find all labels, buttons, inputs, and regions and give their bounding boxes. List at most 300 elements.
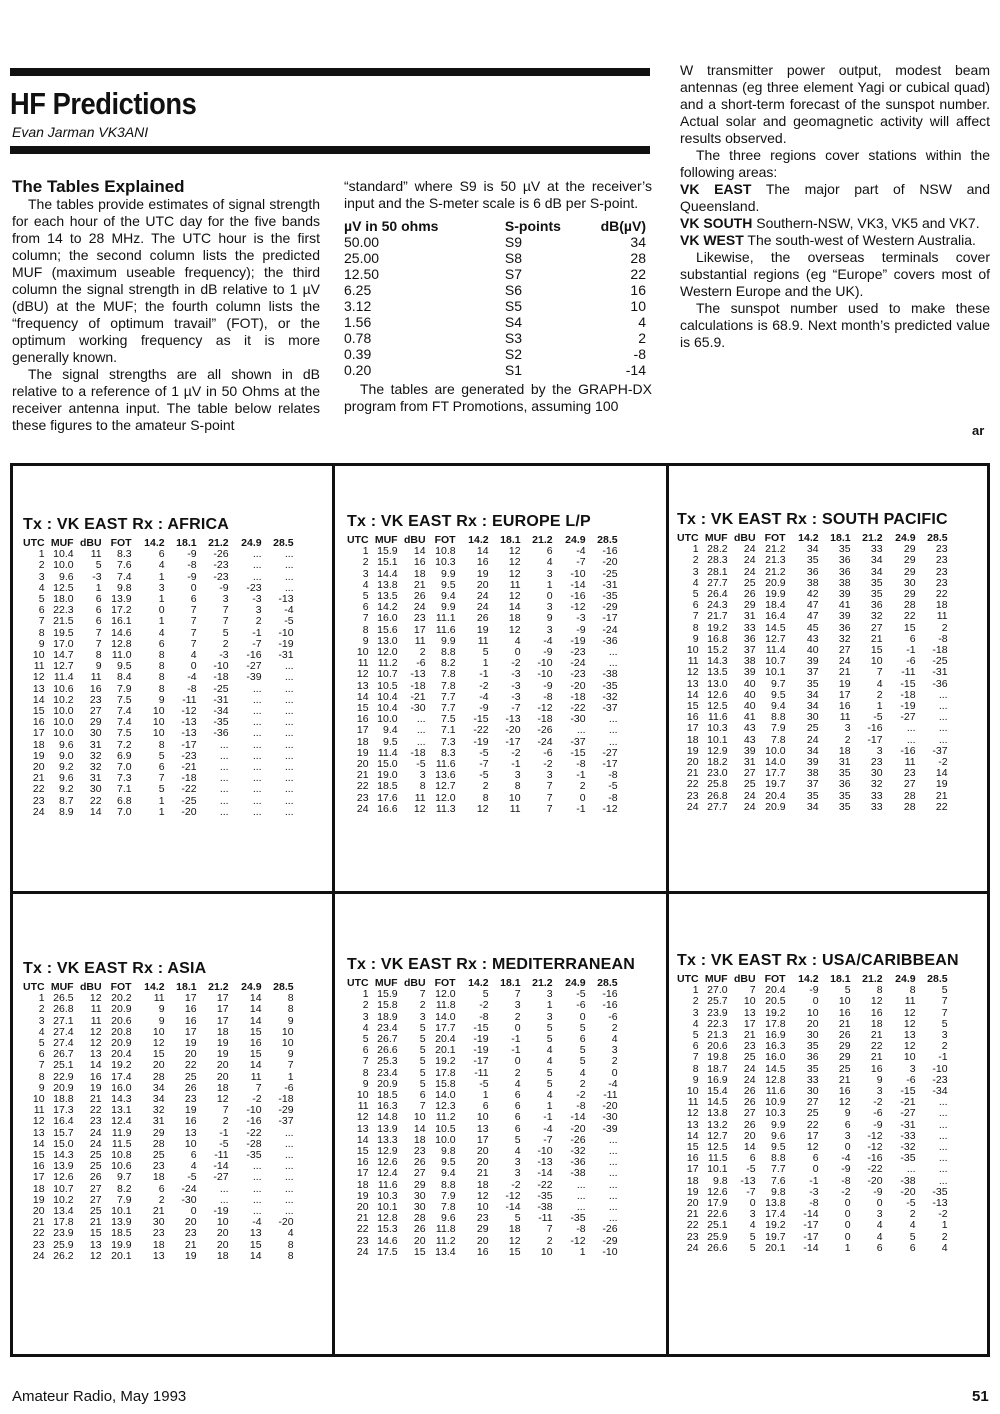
prediction-panel-mediterranean: [347, 956, 635, 1258]
table-cell: -8: [576, 758, 586, 771]
table-cell: 11: [904, 995, 916, 1008]
table-cell: -35: [570, 1212, 586, 1225]
table-cell: ...: [284, 1182, 294, 1195]
table-cell: 2: [419, 646, 426, 659]
table-cell: 1: [844, 1241, 851, 1254]
table-cell: 6: [812, 1152, 819, 1165]
table-row: [677, 802, 948, 813]
table-cell: 13: [686, 677, 699, 690]
s-point-cell: 2: [638, 330, 646, 346]
table-cell: 16.0: [377, 612, 398, 625]
table-cell: 1: [158, 615, 165, 628]
s-point-cell: 0.78: [344, 330, 372, 346]
table-row: [347, 1168, 618, 1179]
table-cell: 47: [806, 610, 819, 623]
table-cell: ...: [938, 1174, 948, 1187]
table-cell: 6: [38, 1048, 45, 1061]
table-cell: 27: [806, 1096, 819, 1109]
column-header: 21.2: [862, 973, 883, 985]
table-cell: 7: [419, 1100, 426, 1113]
table-cell: ...: [252, 693, 262, 706]
table-cell: -23: [213, 559, 229, 572]
table-cell: 23: [89, 1115, 102, 1128]
table-cell: -18: [570, 690, 586, 703]
table-cell: -29: [602, 601, 618, 614]
table-cell: 7.1: [116, 783, 132, 796]
table-cell: 17: [356, 724, 369, 737]
table-cell: 26: [743, 588, 756, 601]
table-cell: 6: [876, 1241, 883, 1254]
table-cell: 21: [838, 666, 851, 679]
table-cell: 29: [903, 565, 916, 578]
table-cell: 23: [413, 612, 426, 625]
table-cell: -1: [479, 668, 489, 681]
table-cell: 18: [686, 733, 699, 746]
table-cell: 34: [152, 1093, 165, 1106]
table-cell: 10.0: [53, 716, 74, 729]
table-cell: 34: [806, 800, 819, 813]
s-point-cell: S4: [504, 314, 523, 330]
table-cell: -24: [570, 657, 586, 670]
table-row: [677, 1243, 948, 1254]
table-cell: 8: [362, 1066, 369, 1079]
table-cell: 19: [356, 1189, 369, 1202]
table-cell: 12.7: [435, 780, 456, 793]
table-cell: 2: [941, 1230, 948, 1243]
table-cell: 22: [686, 1219, 699, 1232]
table-cell: 8.3: [440, 746, 456, 759]
table-cell: 5: [749, 1230, 756, 1243]
table-cell: 21.2: [765, 565, 786, 578]
table-cell: 15.4: [707, 1085, 728, 1098]
table-cell: -20: [867, 1174, 883, 1187]
table-cell: 16: [89, 1070, 102, 1083]
table-cell: 21: [356, 1212, 369, 1225]
table-cell: 3: [546, 1010, 553, 1023]
table-cell: 25: [152, 1149, 165, 1162]
table-cell: 20: [356, 1201, 369, 1214]
table-cell: 5: [419, 1044, 426, 1057]
table-cell: 19.7: [765, 778, 786, 791]
table-cell: -24: [537, 735, 553, 748]
table-cell: 24: [838, 655, 851, 668]
table-cell: 11: [90, 1014, 102, 1027]
table-cell: -29: [602, 1234, 618, 1247]
region-name: VK WEST: [680, 232, 744, 248]
table-cell: 7: [546, 791, 553, 804]
table-cell: 2: [222, 1115, 229, 1128]
table-cell: 21.7: [707, 610, 728, 623]
table-cell: -16: [867, 722, 883, 735]
table-cell: 22: [903, 610, 916, 623]
table-cell: ...: [938, 711, 948, 724]
table-cell: 4: [579, 1066, 586, 1079]
table-cell: 5: [941, 984, 948, 997]
table-cell: 28: [413, 1212, 426, 1225]
table-cell: 14.6: [377, 1234, 398, 1247]
table-row: [23, 728, 294, 739]
table-cell: 11: [509, 578, 521, 591]
table-cell: 12: [89, 1037, 102, 1050]
table-cell: 22: [356, 1223, 369, 1236]
table-cell: 23: [152, 1227, 165, 1240]
table-cell: -7: [479, 758, 489, 771]
table-cell: 19.0: [377, 769, 398, 782]
table-cell: 19: [686, 744, 699, 757]
table-cell: -32: [900, 1141, 916, 1154]
table-cell: 27.0: [707, 984, 728, 997]
table-cell: 21: [743, 1029, 756, 1042]
table-cell: 20: [216, 1059, 229, 1072]
table-cell: 7.0: [116, 805, 132, 818]
table-cell: 4: [909, 1219, 916, 1232]
s-point-cell: 16: [630, 282, 646, 298]
table-cell: 35: [870, 576, 883, 589]
table-cell: 16.4: [765, 610, 786, 623]
table-cell: ...: [284, 727, 294, 740]
table-cell: 21: [935, 789, 948, 802]
table-cell: 19: [89, 1081, 102, 1094]
table-cell: 9.9: [440, 601, 456, 614]
table-cell: 43: [743, 733, 756, 746]
table-cell: -9: [873, 1185, 883, 1198]
table-cell: -19: [570, 634, 586, 647]
table-cell: 14.5: [765, 621, 786, 634]
panel-title: Tx : VK EAST Rx : ASIA: [23, 960, 207, 977]
table-row: [347, 781, 618, 792]
table-cell: -27: [900, 711, 916, 724]
table-cell: 11: [477, 634, 489, 647]
table-cell: 11.8: [435, 999, 456, 1012]
table-cell: 2: [844, 733, 851, 746]
table-cell: 13: [903, 1029, 916, 1042]
table-row: [23, 1228, 294, 1239]
table-cell: 6: [158, 1182, 165, 1195]
table-cell: 17: [184, 992, 197, 1005]
table-cell: 9.5: [770, 688, 786, 701]
table-cell: 6: [419, 1089, 426, 1102]
table-cell: 8: [158, 738, 165, 751]
s-point-table: [344, 218, 646, 378]
table-cell: 36: [838, 621, 851, 634]
table-cell: 5: [579, 1044, 586, 1057]
table-cell: -19: [278, 637, 294, 650]
page-number: 51: [972, 1388, 989, 1405]
table-cell: ...: [252, 570, 262, 583]
table-cell: 14: [508, 601, 521, 614]
table-cell: 18.9: [377, 1010, 398, 1023]
column-header: MUF: [374, 534, 398, 546]
table-cell: ...: [252, 1171, 262, 1184]
table-cell: 14.3: [111, 1093, 132, 1106]
table-cell: 11: [357, 657, 369, 670]
table-cell: -17: [602, 612, 618, 625]
table-cell: 10.7: [377, 668, 398, 681]
table-cell: ...: [219, 749, 229, 762]
table-cell: -20: [602, 1100, 618, 1113]
table-cell: 28.3: [707, 554, 728, 567]
table-cell: -18: [181, 772, 197, 785]
table-cell: 1: [546, 1100, 553, 1113]
table-cell: -5: [608, 780, 618, 793]
table-cell: ...: [284, 682, 294, 695]
table-cell: 8: [158, 649, 165, 662]
table-cell: 1: [692, 543, 699, 556]
table-cell: 7.0: [116, 761, 132, 774]
column-header: FOT: [110, 981, 132, 993]
table-cell: 6: [95, 615, 102, 628]
table-cell: -35: [537, 1189, 553, 1202]
table-cell: 2: [579, 780, 586, 793]
table-cell: 13.6: [435, 769, 456, 782]
table-cell: 10.1: [377, 1201, 398, 1214]
table-row: [23, 672, 294, 683]
table-cell: ...: [284, 1137, 294, 1150]
table-cell: 9.4: [440, 1167, 456, 1180]
table-cell: 3: [692, 1006, 699, 1019]
table-cell: -1: [576, 802, 586, 815]
table-cell: 16.9: [707, 1073, 728, 1086]
table-cell: 13.0: [707, 677, 728, 690]
table-cell: 1: [579, 1245, 586, 1258]
table-cell: 11: [250, 1070, 262, 1083]
table-cell: 9.6: [58, 570, 74, 583]
table-cell: 11: [90, 1003, 102, 1016]
table-cell: -2: [576, 1089, 586, 1102]
table-row: [23, 807, 294, 818]
table-cell: -31: [602, 578, 618, 591]
table-cell: -2: [873, 1096, 883, 1109]
table-cell: 16: [356, 1156, 369, 1169]
table-cell: 11.6: [435, 758, 456, 771]
table-cell: 10.2: [53, 693, 74, 706]
table-cell: -4: [284, 604, 294, 617]
table-cell: -16: [602, 999, 618, 1012]
table-cell: 27: [743, 767, 756, 780]
table-cell: 12.0: [435, 791, 456, 804]
table-cell: 20.9: [765, 800, 786, 813]
table-cell: 10: [216, 1216, 229, 1229]
table-cell: 2: [419, 999, 426, 1012]
table-cell: 15.8: [377, 999, 398, 1012]
table-cell: 2: [38, 1003, 45, 1016]
table-cell: -13: [932, 1197, 948, 1210]
table-cell: 12: [356, 1111, 369, 1124]
table-cell: 17.7: [435, 1021, 456, 1034]
table-cell: 12: [686, 1107, 699, 1120]
table-cell: -2: [841, 1185, 851, 1198]
table-cell: 12: [508, 545, 521, 558]
table-cell: 12.9: [707, 744, 728, 757]
table-cell: 28: [152, 1137, 165, 1150]
table-cell: 25: [806, 722, 819, 735]
table-cell: -30: [570, 713, 586, 726]
table-cell: -18: [213, 671, 229, 684]
table-cell: 9: [95, 660, 102, 673]
column-header: FOT: [110, 537, 132, 549]
table-cell: 19: [32, 749, 45, 762]
table-cell: -13: [410, 668, 426, 681]
table-cell: -21: [181, 761, 197, 774]
table-cell: -15: [570, 746, 586, 759]
table-cell: 18: [413, 567, 426, 580]
table-cell: 7.5: [116, 727, 132, 740]
table-cell: 1: [38, 992, 45, 1005]
table-cell: ...: [938, 688, 948, 701]
table-cell: 7.4: [116, 570, 132, 583]
table-cell: 0: [812, 1163, 819, 1176]
column-header: 28.5: [273, 981, 294, 993]
table-cell: 25.1: [53, 1059, 74, 1072]
table-cell: 26.8: [53, 1003, 74, 1016]
column-header: UTC: [677, 532, 699, 544]
column-header: 18.1: [830, 532, 851, 544]
table-cell: -8: [809, 1197, 819, 1210]
table-cell: 11.2: [435, 1234, 456, 1247]
table-cell: 7.6: [770, 1174, 786, 1187]
table-cell: 3: [876, 1208, 883, 1221]
table-cell: 17.4: [765, 1208, 786, 1221]
table-cell: 21: [870, 1051, 883, 1064]
table-cell: 9.4: [770, 700, 786, 713]
table-cell: 41: [838, 599, 851, 612]
table-cell: 12.0: [377, 646, 398, 659]
table-cell: 10: [413, 1111, 426, 1124]
table-cell: 15: [356, 702, 369, 715]
table-cell: ...: [284, 671, 294, 684]
table-cell: ...: [938, 733, 948, 746]
table-cell: 18: [838, 744, 851, 757]
table-cell: 24: [356, 802, 369, 815]
table-cell: 15.0: [377, 758, 398, 771]
table-cell: 22.6: [707, 1208, 728, 1221]
table-cell: 1: [546, 999, 553, 1012]
s-point-cell: 50.00: [344, 234, 380, 250]
table-cell: 14: [32, 1137, 45, 1150]
table-cell: 18: [32, 1182, 45, 1195]
table-cell: 7.3: [440, 735, 456, 748]
table-cell: -31: [900, 1118, 916, 1131]
table-cell: ...: [576, 1201, 586, 1214]
table-cell: 10: [903, 1051, 916, 1064]
s-point-cell: S1: [504, 362, 523, 378]
table-cell: 10: [281, 1025, 294, 1038]
column-header: dBU: [404, 977, 426, 989]
table-cell: 21: [89, 1093, 102, 1106]
table-cell: 30: [870, 767, 883, 780]
table-cell: -9: [219, 581, 229, 594]
table-cell: -34: [213, 705, 229, 718]
table-cell: -35: [932, 1185, 948, 1198]
table-cell: 33: [870, 789, 883, 802]
table-cell: ...: [284, 570, 294, 583]
table-cell: 11.6: [377, 1178, 398, 1191]
table-cell: 12.0: [435, 988, 456, 1001]
table-cell: 9.2: [58, 783, 74, 796]
table-cell: -8: [187, 682, 197, 695]
table-row: [23, 1172, 294, 1183]
table-cell: 29: [152, 1126, 165, 1139]
prediction-panel-africa: [23, 516, 294, 818]
table-cell: 30: [903, 576, 916, 589]
table-row: [347, 1247, 618, 1258]
table-cell: 15.6: [377, 623, 398, 636]
table-cell: 28: [903, 599, 916, 612]
table-cell: 2: [514, 1066, 521, 1079]
table-cell: 7.9: [116, 1193, 132, 1206]
table-cell: 35: [806, 1062, 819, 1075]
table-cell: -35: [602, 590, 618, 603]
table-cell: 13: [152, 1249, 165, 1262]
table-cell: 14: [249, 992, 262, 1005]
column-header: 21.2: [208, 537, 229, 549]
table-cell: 5: [222, 626, 229, 639]
table-cell: 0: [514, 1021, 521, 1034]
table-cell: 22: [89, 1104, 102, 1117]
table-cell: 11.9: [111, 1126, 132, 1139]
table-cell: -12: [602, 802, 618, 815]
table-cell: 17: [32, 1171, 45, 1184]
table-cell: 13.1: [111, 1104, 132, 1117]
table-cell: 4: [514, 1077, 521, 1090]
table-cell: 10: [152, 727, 165, 740]
table-cell: 9: [546, 612, 553, 625]
table-cell: 3: [844, 722, 851, 735]
table-cell: 17.4: [111, 1070, 132, 1083]
table-cell: 30: [413, 1189, 426, 1202]
table-cell: 20: [32, 761, 45, 774]
s-point-cell: 3.12: [344, 298, 372, 314]
table-cell: 8.8: [440, 646, 456, 659]
table-cell: 11: [153, 992, 165, 1005]
table-cell: 7: [362, 612, 369, 625]
table-cell: 25.7: [707, 995, 728, 1008]
table-cell: 3: [876, 1085, 883, 1098]
table-cell: 28: [152, 1070, 165, 1083]
table-cell: ...: [252, 1205, 262, 1218]
table-cell: 21.2: [765, 543, 786, 556]
table-cell: 10: [838, 995, 851, 1008]
table-cell: 5: [941, 1017, 948, 1030]
table-row: [677, 1052, 948, 1063]
table-cell: 10.0: [765, 744, 786, 757]
table-cell: 24: [743, 789, 756, 802]
table-cell: 36: [870, 599, 883, 612]
table-cell: 5: [419, 1066, 426, 1079]
table-cell: -17: [803, 1230, 819, 1243]
table-cell: 12.8: [765, 1073, 786, 1086]
table-cell: 29: [903, 588, 916, 601]
table-cell: 14.8: [377, 1111, 398, 1124]
table-cell: ...: [219, 1193, 229, 1206]
table-cell: -31: [213, 693, 229, 706]
table-cell: -37: [278, 1115, 294, 1128]
table-cell: 17: [216, 1003, 229, 1016]
table-cell: 7: [255, 1081, 262, 1094]
table-cell: 17.2: [111, 604, 132, 617]
table-cell: ...: [219, 1182, 229, 1195]
table-cell: 20: [216, 1227, 229, 1240]
table-cell: 30: [806, 711, 819, 724]
table-cell: -7: [543, 1133, 553, 1146]
table-cell: -5: [873, 711, 883, 724]
table-cell: 9.5: [116, 660, 132, 673]
table-cell: 11.4: [765, 644, 786, 657]
table-cell: 2: [579, 1077, 586, 1090]
table-cell: 25: [743, 1051, 756, 1064]
table-cell: 34: [806, 700, 819, 713]
table-cell: -17: [602, 758, 618, 771]
